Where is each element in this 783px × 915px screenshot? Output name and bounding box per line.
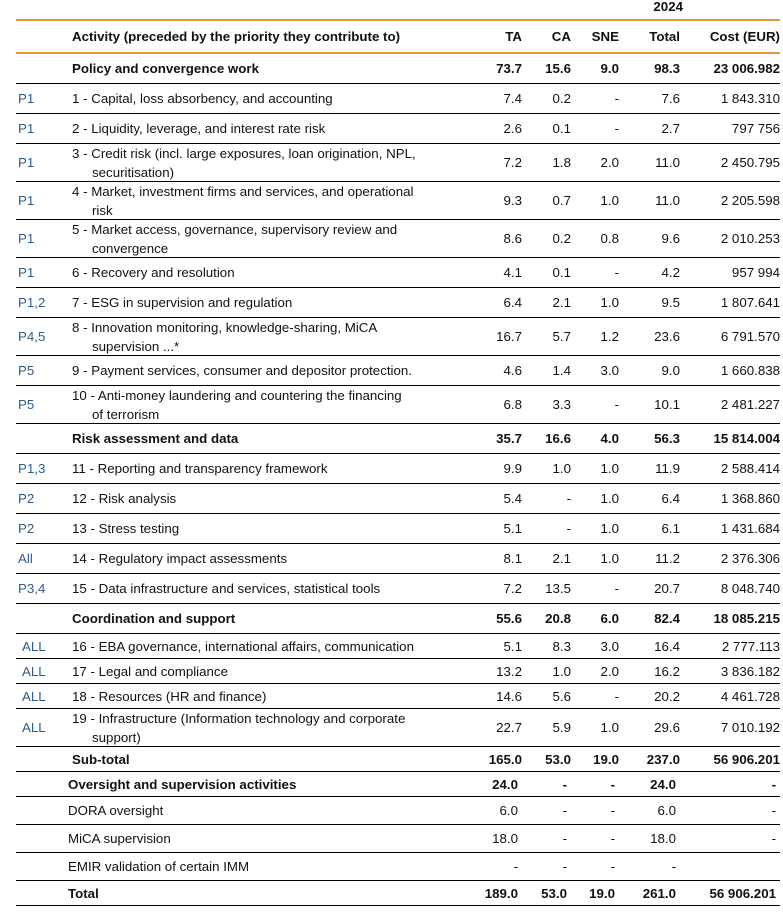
sne-cell: 1.0 [600, 720, 619, 735]
cost-cell: 1 843.310 [720, 91, 780, 106]
activity-label: DORA oversight [68, 803, 164, 818]
sne-cell: - [614, 91, 619, 106]
table-row [16, 659, 780, 684]
activity-label: 11 - Reporting and transparency framework [72, 461, 328, 476]
ca-cell: 5.7 [552, 329, 571, 344]
table-row [16, 318, 780, 356]
activity-cell [66, 829, 449, 848]
activity-cell [70, 119, 453, 138]
total-cell: 11.2 [655, 551, 680, 566]
activity-label: Policy and convergence work [72, 61, 259, 76]
activity-label: 19 - Infrastructure (Information technology and corporate [72, 710, 406, 726]
year-label: 2024 [653, 0, 683, 14]
sne-cell: - [614, 397, 619, 412]
total-cell: 56.3 [654, 431, 680, 446]
ca-cell: 1.0 [552, 663, 571, 679]
ca-header: CA [551, 29, 571, 44]
total-cell: 16.2 [654, 663, 680, 679]
ta-cell: 2.6 [503, 121, 522, 136]
sne-cell: 1.2 [600, 329, 619, 344]
total-cell: 20.7 [654, 581, 680, 596]
activity-label: 16 - EBA governance, international affairs, communication [72, 638, 414, 654]
table-row [16, 484, 780, 514]
ca-cell: - [562, 859, 567, 874]
table-row [16, 144, 780, 182]
cost-cell: 2 010.253 [720, 231, 780, 246]
cost-cell: - [771, 776, 776, 792]
cost-cell: - [771, 831, 776, 846]
activity-label: 5 - Market access, governance, supervisory review and [72, 221, 398, 237]
ta-cell: 6.8 [503, 397, 522, 412]
sne-cell: 1.0 [600, 521, 619, 536]
cost-cell: 1 660.838 [720, 363, 780, 378]
activity-label-continuation: supervision ...* [92, 338, 180, 354]
ta-cell: 9.9 [503, 461, 522, 476]
total-cell: 261.0 [642, 885, 676, 901]
sne-cell: 1.0 [600, 551, 619, 566]
activity-cell [70, 549, 453, 568]
total-header: Total [649, 29, 680, 44]
activity-label: 14 - Regulatory impact assessments [72, 551, 288, 566]
section-row [16, 54, 780, 84]
sne-cell: - [614, 688, 619, 704]
cost-cell: 2 376.306 [720, 551, 780, 566]
cost-cell: 797 756 [731, 121, 780, 136]
sne-cell: 0.8 [600, 231, 619, 246]
ca-cell: - [566, 521, 571, 536]
activity-label: 9 - Payment services, consumer and depositor protection. [72, 363, 412, 378]
table-row [16, 386, 780, 424]
priority-cell: P5 [18, 397, 35, 412]
ta-cell: 9.3 [503, 193, 522, 208]
sne-cell: 1.0 [600, 461, 619, 476]
ta-cell: 55.6 [496, 611, 522, 626]
activity-cell [70, 386, 453, 424]
activity-cell [70, 144, 453, 182]
activity-cell [70, 59, 453, 78]
priority-cell: P4,5 [18, 329, 46, 344]
total-cell: 11.9 [655, 461, 680, 476]
total-cell: 11.0 [655, 155, 680, 170]
ta-cell: 35.7 [496, 431, 522, 446]
activity-label: 7 - ESG in supervision and regulation [72, 295, 293, 310]
total-cell: 237.0 [646, 751, 680, 767]
ca-cell: - [562, 803, 567, 818]
total-cell: 9.6 [661, 231, 680, 246]
priority-cell: P1 [18, 193, 35, 208]
activity-label: 3 - Credit risk (incl. large exposures, loan origination, NPL, [72, 145, 416, 161]
cost-cell: 3 836.182 [720, 663, 780, 679]
cost-cell: 56 906.201 [713, 751, 780, 767]
sne-cell: - [614, 265, 619, 280]
ta-cell: 4.6 [503, 363, 522, 378]
total-cell: 29.6 [654, 720, 680, 735]
priority-cell: P1 [18, 121, 35, 136]
table-row [16, 454, 780, 484]
sne-cell: 9.0 [600, 61, 619, 76]
ta-cell: 5.4 [503, 491, 522, 506]
activity-cell [70, 579, 453, 598]
total-cell: 7.6 [661, 91, 680, 106]
ta-cell: 8.6 [503, 231, 522, 246]
activity-label: 13 - Stress testing [72, 521, 180, 536]
cost-cell: 8 048.740 [720, 581, 780, 596]
ca-cell: - [562, 831, 567, 846]
activity-label: 15 - Data infrastructure and services, statistical tools [72, 581, 381, 596]
cost-cell: 4 461.728 [720, 688, 780, 704]
ca-cell: 1.8 [552, 155, 571, 170]
total-cell: 2.7 [661, 121, 680, 136]
table-row [16, 544, 780, 574]
activity-cell [70, 637, 453, 656]
ca-cell: 15.6 [545, 61, 571, 76]
priority-cell: ALL [22, 720, 46, 735]
ca-cell: 16.6 [545, 431, 571, 446]
ca-cell: 0.1 [552, 265, 571, 280]
sne-cell: - [614, 581, 619, 596]
activity-label: EMIR validation of certain IMM [68, 859, 250, 874]
priority-cell: ALL [22, 638, 46, 654]
ta-cell: 5.1 [503, 521, 522, 536]
cost-cell: 23 006.982 [713, 61, 780, 76]
sne-cell: - [610, 776, 615, 792]
priority-cell: P1,2 [18, 295, 46, 310]
cost-cell: 1 431.684 [720, 521, 780, 536]
activity-label-continuation: of terrorism [92, 406, 160, 422]
cost-cell: 1 807.641 [720, 295, 780, 310]
cost-cell: 2 481.227 [720, 397, 780, 412]
sne-cell: 3.0 [600, 363, 619, 378]
table-body [0, 54, 783, 906]
cost-cell: 6 791.570 [720, 329, 780, 344]
ca-cell: 53.0 [545, 751, 571, 767]
priority-cell: P2 [18, 521, 35, 536]
oversight-section-row [16, 772, 780, 797]
priority-cell: P1,3 [18, 461, 46, 476]
activity-label: Total [68, 885, 99, 901]
activity-cell [70, 459, 453, 478]
activity-cell [66, 775, 449, 794]
activity-label: MiCA supervision [68, 831, 171, 846]
ta-cell: 7.2 [503, 155, 522, 170]
activity-label-continuation: support) [92, 729, 141, 745]
activity-cell [70, 220, 453, 258]
ca-cell: 1.0 [552, 461, 571, 476]
ta-cell: 4.1 [503, 265, 522, 280]
sne-cell: 19.0 [593, 751, 619, 767]
sne-cell: 2.0 [600, 155, 619, 170]
sne-cell: 3.0 [600, 638, 619, 654]
section-row [16, 424, 780, 454]
activity-label: 2 - Liquidity, leverage, and interest rate risk [72, 121, 326, 136]
activity-cell [70, 89, 453, 108]
activity-cell [70, 489, 453, 508]
priority-cell: ALL [22, 663, 46, 679]
total-cell: 9.5 [661, 295, 680, 310]
ta-cell: 73.7 [496, 61, 522, 76]
ca-cell: 0.2 [552, 91, 571, 106]
priority-cell: P1 [18, 265, 35, 280]
sne-cell: 1.0 [600, 193, 619, 208]
total-cell: 16.4 [654, 638, 680, 654]
cost-header: Cost (EUR) [709, 29, 780, 44]
ta-cell: 16.7 [496, 329, 522, 344]
ca-cell: 0.1 [552, 121, 571, 136]
total-cell: 23.6 [654, 329, 680, 344]
activity-label: Oversight and supervision activities [68, 776, 297, 792]
activity-cell [70, 662, 453, 681]
total-cell: 10.1 [654, 397, 680, 412]
total-cell: 98.3 [654, 61, 680, 76]
ca-cell: 5.9 [552, 720, 571, 735]
ta-cell: 22.7 [496, 720, 522, 735]
activity-label-continuation: convergence [92, 240, 169, 256]
cost-cell: 18 085.215 [713, 611, 780, 626]
activity-cell [70, 709, 453, 747]
table-row [16, 258, 780, 288]
ca-cell: - [566, 491, 571, 506]
table-row [16, 634, 780, 659]
activity-cell [70, 609, 453, 628]
activity-cell [70, 293, 453, 312]
cost-cell: 2 205.598 [720, 193, 780, 208]
table-row [16, 288, 780, 318]
total-row [16, 881, 780, 906]
total-cell: 6.1 [661, 521, 680, 536]
activity-label-continuation: risk [92, 202, 113, 218]
ta-cell: 6.0 [499, 803, 518, 818]
ca-cell: 13.5 [545, 581, 571, 596]
total-cell: 82.4 [654, 611, 680, 626]
ta-cell: 24.0 [492, 776, 518, 792]
activity-cell [70, 318, 453, 356]
ca-cell: 2.1 [552, 295, 571, 310]
ta-cell: 6.4 [503, 295, 522, 310]
activity-label: 18 - Resources (HR and finance) [72, 688, 267, 704]
activity-label: Coordination and support [72, 611, 236, 626]
activity-cell [70, 687, 453, 706]
activity-cell [70, 182, 453, 220]
total-cell: - [671, 859, 676, 874]
table-row [16, 574, 780, 604]
cost-cell: 7 010.192 [720, 720, 780, 735]
ca-cell: 53.0 [541, 885, 567, 901]
table-row [16, 84, 780, 114]
total-cell: 6.4 [661, 491, 680, 506]
ta-cell: 13.2 [496, 663, 522, 679]
activity-label: 4 - Market, investment firms and services, and operational [72, 183, 414, 199]
activity-cell [70, 519, 453, 538]
sne-cell: 2.0 [600, 663, 619, 679]
cost-cell: 2 450.795 [720, 155, 780, 170]
total-cell: 6.0 [657, 803, 676, 818]
sne-cell: 1.0 [600, 295, 619, 310]
table-row [16, 709, 780, 747]
activity-cell [70, 263, 453, 282]
sne-cell: - [610, 859, 615, 874]
total-cell: 11.0 [655, 193, 680, 208]
column-header-row [16, 21, 780, 54]
subtotal-row [16, 747, 780, 772]
sne-cell: 19.0 [589, 885, 615, 901]
table-row [16, 684, 780, 709]
table-row [16, 853, 780, 881]
year-header-row [16, 0, 780, 21]
cost-cell: 56 906.201 [709, 885, 776, 901]
activity-cell [70, 429, 453, 448]
ca-cell: 2.1 [552, 551, 571, 566]
ca-cell: 20.8 [545, 611, 571, 626]
activity-cell [66, 884, 449, 903]
ta-cell: 18.0 [492, 831, 518, 846]
sne-cell: 4.0 [600, 431, 619, 446]
ta-cell: 5.1 [503, 638, 522, 654]
ca-cell: 5.6 [552, 688, 571, 704]
priority-cell: All [18, 551, 33, 566]
activity-header: Activity (preceded by the priority they contribute to) [72, 29, 401, 44]
sne-cell: - [610, 831, 615, 846]
priority-cell: ALL [22, 688, 46, 704]
cost-cell: 2 777.113 [721, 638, 780, 654]
priority-cell: P1 [18, 155, 35, 170]
ta-cell: 7.2 [503, 581, 522, 596]
sne-cell: 1.0 [600, 491, 619, 506]
total-cell: 18.0 [650, 831, 676, 846]
ta-cell: 14.6 [496, 688, 522, 704]
ta-cell: 7.4 [503, 91, 522, 106]
priority-cell: P3,4 [18, 581, 46, 596]
total-cell: 9.0 [661, 363, 680, 378]
activity-label: 6 - Recovery and resolution [72, 265, 235, 280]
ca-cell: 3.3 [552, 397, 571, 412]
table-row [16, 220, 780, 258]
activity-label: Sub-total [72, 751, 130, 767]
sne-cell: 6.0 [600, 611, 619, 626]
cost-cell: 15 814.004 [713, 431, 780, 446]
table-row [16, 825, 780, 853]
total-cell: 4.2 [661, 265, 680, 280]
activity-label: 17 - Legal and compliance [72, 663, 228, 679]
activity-cell [70, 361, 453, 380]
activity-label: 12 - Risk analysis [72, 491, 177, 506]
activity-label-continuation: securitisation) [92, 164, 175, 180]
ca-cell: 0.2 [552, 231, 571, 246]
ta-cell: 189.0 [484, 885, 518, 901]
activity-cell [66, 857, 449, 876]
table-row [16, 797, 780, 825]
ca-cell: 8.3 [552, 638, 571, 654]
table-row [16, 114, 780, 144]
priority-cell: P5 [18, 363, 35, 378]
priority-cell: P1 [18, 231, 35, 246]
ta-cell: - [513, 859, 518, 874]
sne-cell: - [614, 121, 619, 136]
priority-cell: P1 [18, 91, 35, 106]
section-row [16, 604, 780, 634]
total-cell: 24.0 [650, 776, 676, 792]
table-row [16, 514, 780, 544]
ta-cell: 8.1 [503, 551, 522, 566]
activity-cell [66, 801, 449, 820]
activity-label: 10 - Anti-money laundering and countering the financing [72, 387, 402, 403]
activity-label: 1 - Capital, loss absorbency, and accounting [72, 91, 333, 106]
table-row [16, 182, 780, 220]
ta-cell: 165.0 [488, 751, 522, 767]
ta-header: TA [505, 29, 522, 44]
activity-label: 8 - Innovation monitoring, knowledge-sharing, MiCA [72, 319, 378, 335]
sne-cell: - [610, 803, 615, 818]
activity-cell [70, 750, 453, 769]
cost-cell: 957 994 [731, 265, 780, 280]
cost-cell: 2 588.414 [720, 461, 780, 476]
sne-header: SNE [591, 29, 619, 44]
ca-cell: 0.7 [552, 193, 571, 208]
cost-cell: - [771, 803, 776, 818]
activity-label: Risk assessment and data [72, 431, 239, 446]
ca-cell: - [562, 776, 567, 792]
total-cell: 20.2 [654, 688, 680, 704]
priority-cell: P2 [18, 491, 35, 506]
ca-cell: 1.4 [552, 363, 571, 378]
table-row [16, 356, 780, 386]
cost-cell: 1 368.860 [720, 491, 780, 506]
